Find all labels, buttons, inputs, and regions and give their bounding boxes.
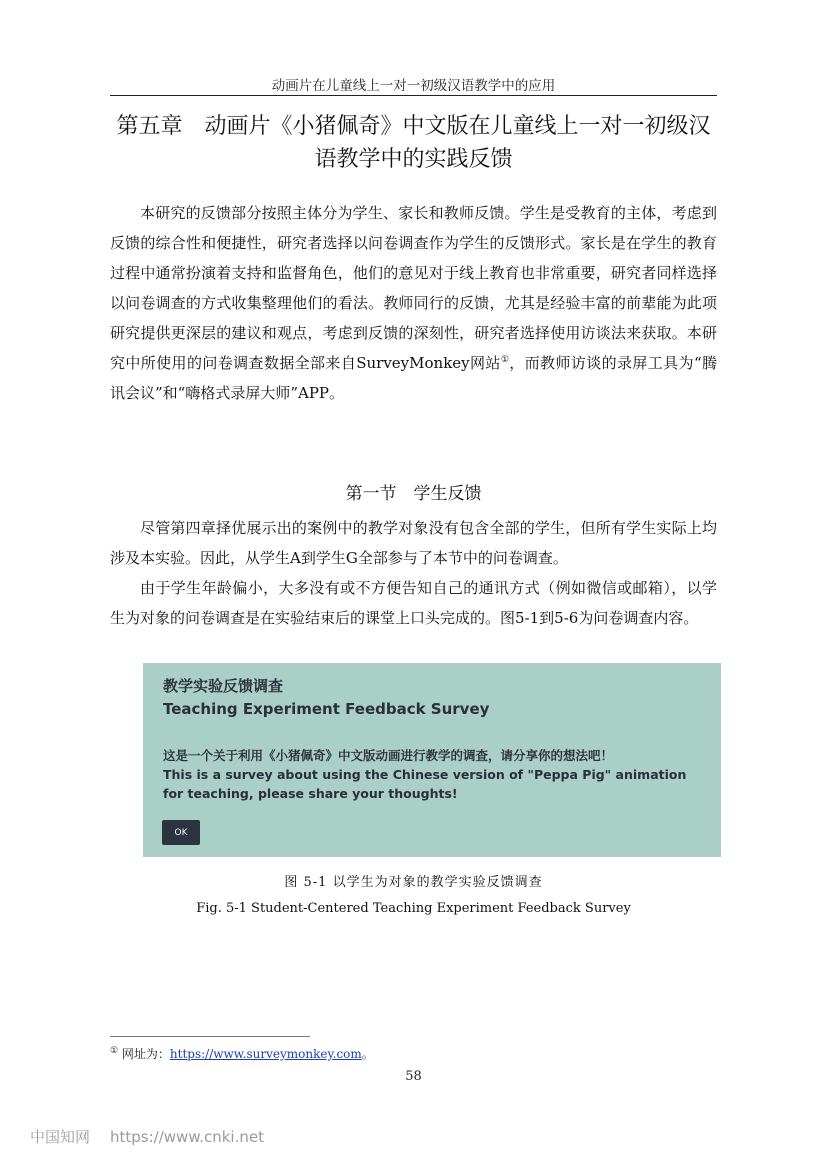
paragraph-2: 尽管第四章择优展示出的案例中的教学对象没有包含全部的学生，但所有学生实际上均涉及本实验。因此，从学生A到学生G全部参与了本节中的问卷调查。: [110, 519, 717, 567]
page-number: 58: [405, 1069, 422, 1084]
survey-title-en: Teaching Experiment Feedback Survey: [163, 700, 490, 718]
footnote-link[interactable]: https://www.surveymonkey.com: [169, 1047, 362, 1061]
survey-title-cn: 教学实验反馈调查: [163, 677, 284, 695]
intro-text: 本研究的反馈部分按照主体分为学生、家长和教师反馈。学生是受教育的主体，考虑到反馈的综合性和便捷性，研究者选择以问卷调查作为学生的反馈形式。家长是在学生的教育过程中通常扮演着支持和监督角色，他们的意见对于线上教育也非常重要，研究者同样选择以问卷调查的方式收集整理他们的看法。教师同行的反馈，尤其是经验丰富的前辈能为此项研究提供更深层的建议和观点，考虑到反馈的深刻性，研究者选择使用访谈法来获取。本研究中所使用的问卷调查数据全部来自SurveyMonkey网站: [110, 204, 717, 372]
ok-button[interactable]: OK: [162, 820, 200, 845]
footnote-label: 网址为：: [121, 1047, 170, 1061]
figure-caption-en: Fig. 5-1 Student-Centered Teaching Experiment Feedback Survey: [196, 901, 631, 916]
paragraph-3: 由于学生年龄偏小，大多没有或不方便告知自己的通讯方式（例如微信或邮箱），以学生为对象的问卷调查是在实验结束后的课堂上口头完成的。图5-1到5-6为问卷调查内容。: [110, 579, 717, 627]
chapter-title-line-2: 语教学中的实践反馈: [314, 147, 513, 172]
watermark-url: https://www.cnki.net: [110, 1128, 264, 1146]
footnote-end: 。: [361, 1047, 374, 1061]
watermark: [30, 1126, 284, 1147]
running-header: 动画片在儿童线上一对一初级汉语教学中的应用: [271, 78, 556, 94]
intro-text-after: ，而教师访谈的录屏工具为“腾讯会议”和“嗨格式录屏大师”APP。: [110, 354, 717, 402]
footnote-reference[interactable]: ①: [500, 355, 510, 365]
chapter-title: [110, 110, 717, 176]
figure-caption-cn: 图 5-1 以学生为对象的教学实验反馈调查: [284, 875, 543, 890]
survey-description-en: This is a survey about using the Chinese version of "Peppa Pig" animation for teaching, please share your thoughts!: [163, 767, 687, 801]
header-rule: [110, 95, 717, 96]
watermark-brand: 中国知网: [30, 1128, 91, 1146]
footnote-mark: ①: [110, 1046, 119, 1056]
body-paragraphs: [110, 513, 717, 633]
survey-description-cn: 这是一个关于利用《小猪佩奇》中文版动画进行教学的调查，请分享你的想法吧！: [163, 748, 614, 763]
survey-screenshot-figure: [143, 663, 721, 857]
section-title: 第一节 学生反馈: [345, 484, 482, 504]
footnote: [110, 1045, 374, 1062]
chapter-title-line-1: 第五章 动画片《小猪佩奇》中文版在儿童线上一对一初级汉: [116, 114, 711, 139]
intro-paragraph: [110, 198, 717, 408]
footnote-rule: [110, 1036, 310, 1037]
